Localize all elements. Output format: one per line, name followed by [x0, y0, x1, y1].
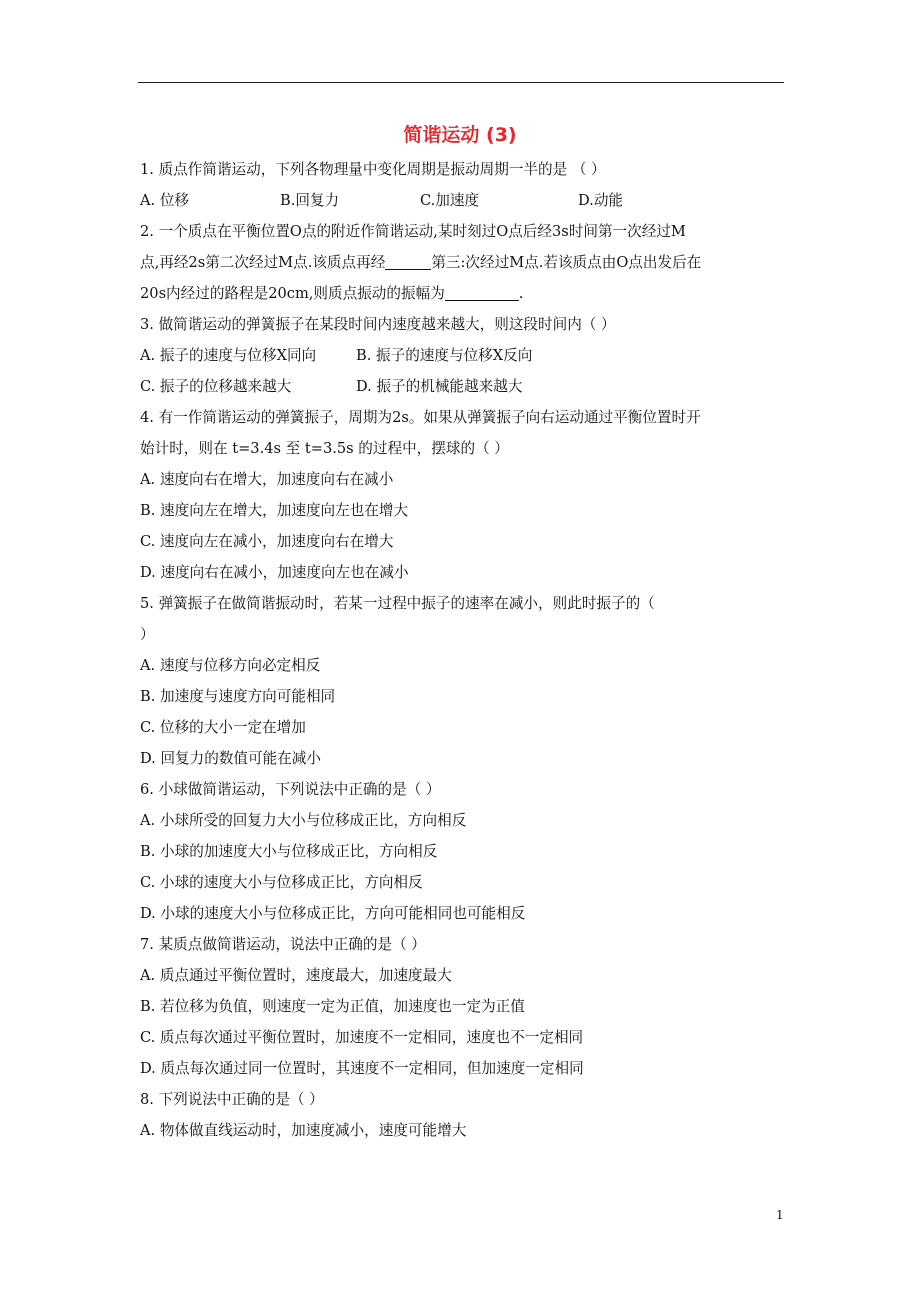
q7-option-b: B. 若位移为负值，则速度一定为正值，加速度也一定为正值 — [140, 998, 525, 1015]
q4-option-b: B. 速度向左在增大，加速度向左也在增大 — [140, 502, 409, 519]
q6-stem: 6. 小球做简谐运动，下列说法中正确的是（ ） — [140, 781, 441, 798]
q2-line-2 — [140, 247, 788, 278]
q5-line-1: 5. 弹簧振子在做简谐振动时，若某一过程中振子的速率在减小，则此时振子的（ — [140, 595, 655, 612]
q1-option-c: C.加速度 — [420, 192, 480, 209]
q7-option-c: C. 质点每次通过平衡位置时，加速度不一定相同，速度也不一定相同 — [140, 1029, 584, 1046]
q2-text-3a: 20s内经过的路程是20cm,则质点振动的振幅为 — [140, 285, 445, 302]
q2-line-1: 2. 一个质点在平衡位置O点的附近作简谐运动,某时刻过O点后经3s时间第一次经过M — [140, 223, 686, 240]
q6-option-b: B. 小球的加速度大小与位移成正比，方向相反 — [140, 843, 438, 860]
q3-option-d: D. 振子的机械能越来越大 — [356, 378, 523, 395]
q4-option-d: D. 速度向右在减小，加速度向左也在减小 — [140, 564, 409, 581]
q1-option-b: B.回复力 — [280, 192, 340, 209]
q3-option-c: C. 振子的位移越来越大 — [140, 378, 292, 395]
q8-stem: 8. 下列说法中正确的是（ ） — [140, 1091, 324, 1108]
page-title: 简谐运动 (3) — [403, 124, 517, 146]
q1-option-d: D.动能 — [578, 192, 624, 209]
q8-option-a: A. 物体做直线运动时，加速度减小，速度可能增大 — [140, 1122, 467, 1139]
q2-blank-1 — [385, 252, 431, 270]
q7-stem: 7. 某质点做简谐运动，说法中正确的是（ ） — [140, 936, 426, 953]
q6-option-c: C. 小球的速度大小与位移成正比，方向相反 — [140, 874, 423, 891]
q3-option-a: A. 振子的速度与位移X同向 — [140, 347, 317, 364]
q7-option-d: D. 质点每次通过同一位置时，其速度不一定相同，但加速度一定相同 — [140, 1060, 584, 1077]
q5-option-d: D. 回复力的数值可能在减小 — [140, 750, 321, 767]
q2-text-2b: 第三:次经过M点.若该质点由O点出发后在 — [431, 254, 702, 271]
q2-blank-2 — [445, 283, 519, 301]
q5-option-b: B. 加速度与速度方向可能相同 — [140, 688, 336, 705]
page-number: 1 — [776, 1208, 784, 1222]
q5-option-a: A. 速度与位移方向必定相反 — [140, 657, 321, 674]
q1-stem: 1. 质点作简谐运动，下列各物理量中变化周期是振动周期一半的是 （ ） — [140, 161, 606, 178]
q3-options-row-1 — [140, 340, 788, 371]
q2-text-3b: . — [518, 285, 524, 302]
question-list — [140, 154, 788, 1146]
q2-text-2a: 点,再经2s第二次经过M点.该质点再经 — [140, 254, 386, 271]
q1-options — [140, 185, 788, 216]
q7-option-a: A. 质点通过平衡位置时，速度最大，加速度最大 — [140, 967, 452, 984]
q6-option-a: A. 小球所受的回复力大小与位移成正比，方向相反 — [140, 812, 467, 829]
q4-line-2: 始计时，则在 t=3.4s 至 t=3.5s 的过程中，摆球的（ ） — [140, 440, 509, 457]
q3-options-row-2 — [140, 371, 788, 402]
q4-option-a: A. 速度向右在增大，加速度向右在减小 — [140, 471, 394, 488]
q5-option-c: C. 位移的大小一定在增加 — [140, 719, 306, 736]
q2-line-3 — [140, 278, 788, 309]
q3-stem: 3. 做简谐运动的弹簧振子在某段时间内速度越来越大，则这段时间内（ ） — [140, 316, 616, 333]
q3-option-b: B. 振子的速度与位移X反向 — [356, 347, 533, 364]
q1-option-a: A. 位移 — [140, 192, 190, 209]
q4-option-c: C. 速度向左在减小，加速度向右在增大 — [140, 533, 394, 550]
q6-option-d: D. 小球的速度大小与位移成正比，方向可能相同也可能相反 — [140, 905, 526, 922]
header-rule — [138, 82, 784, 83]
q4-line-1: 4. 有一作简谐运动的弹簧振子，周期为2s。如果从弹簧振子向右运动通过平衡位置时开 — [140, 409, 701, 426]
q5-line-2: ） — [140, 626, 155, 643]
